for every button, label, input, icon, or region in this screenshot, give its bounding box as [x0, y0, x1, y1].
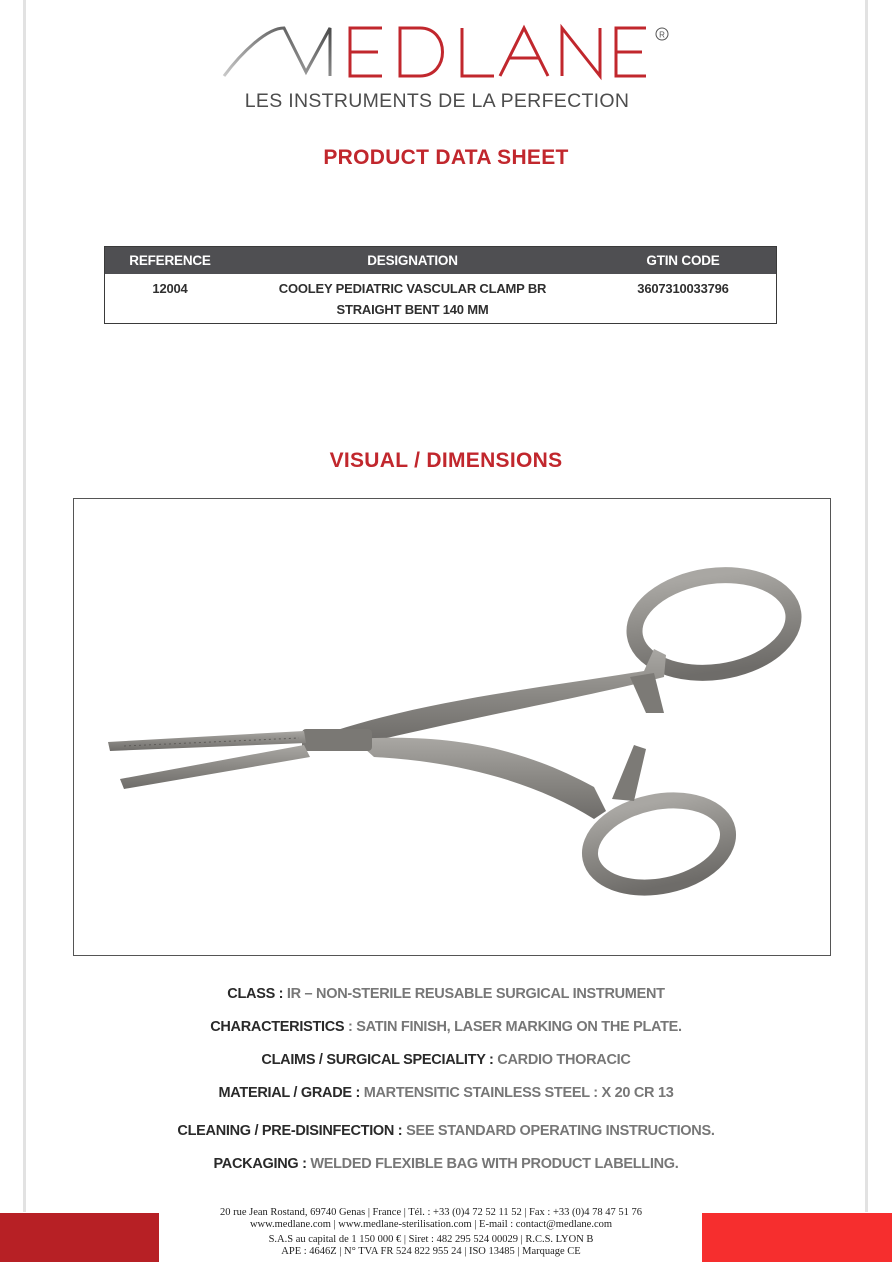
- footer-accent-left: [0, 1213, 159, 1262]
- footer-accent-right: [702, 1213, 892, 1262]
- header-designation: DESIGNATION: [235, 247, 590, 275]
- footer-address: 20 rue Jean Rostand, 69740 Genas | France | Tél. : +33 (0)4 72 52 11 52 | Fax : +33 (0)4 78 47 51 76: [219, 1207, 643, 1218]
- spec-label: MATERIAL / GRADE :: [218, 1085, 360, 1101]
- footer-registration: APE : 4646Z | N° TVA FR 524 822 955 24 | ISO 13485 | Marquage CE: [281, 1246, 581, 1257]
- spec-label: CLASS :: [227, 986, 284, 1002]
- header-reference: REFERENCE: [105, 247, 236, 275]
- table-row: [105, 274, 777, 324]
- medlane-wordmark: [222, 22, 672, 86]
- visual-dimensions-title: VISUAL / DIMENSIONS: [329, 449, 563, 472]
- reference-table: [104, 246, 777, 324]
- spec-claims: [0, 1052, 892, 1068]
- spec-label: CLEANING / PRE-DISINFECTION :: [177, 1123, 403, 1139]
- cell-gtin: 3607310033796: [637, 281, 729, 296]
- spec-value: MARTENSITIC STAINLESS STEEL : X 20 CR 13: [360, 1085, 674, 1101]
- brand-tagline: LES INSTRUMENTS DE LA PERFECTION: [244, 90, 630, 112]
- product-image-frame: [73, 498, 831, 956]
- header-gtin: GTIN CODE: [590, 247, 777, 275]
- spec-value: SEE STANDARD OPERATING INSTRUCTIONS.: [402, 1123, 715, 1139]
- spec-value: CARDIO THORACIC: [493, 1052, 631, 1068]
- footer-company-info: S.A.S au capital de 1 150 000 € | Siret : 482 295 524 00029 | R.C.S. LYON B: [268, 1234, 594, 1245]
- cell-reference: 12004: [152, 281, 188, 296]
- spec-label: CLAIMS / SURGICAL SPECIALITY :: [261, 1052, 494, 1068]
- spec-value: IR – NON-STERILE REUSABLE SURGICAL INSTRUMENT: [283, 986, 665, 1002]
- spec-cleaning: [0, 1123, 892, 1139]
- footer-websites: www.medlane.com | www.medlane-sterilisation.com | E-mail : contact@medlane.com: [249, 1219, 613, 1230]
- svg-text:R: R: [659, 30, 665, 40]
- product-data-sheet-title: PRODUCT DATA SHEET: [323, 146, 569, 169]
- spec-material: [0, 1085, 892, 1101]
- surgical-clamp-image: [74, 499, 830, 955]
- table-header-row: [105, 247, 777, 275]
- cell-designation: COOLEY PEDIATRIC VASCULAR CLAMP BR STRAIGHT BENT 140 MM: [278, 281, 547, 317]
- spec-packaging: [0, 1156, 892, 1172]
- spec-value: : SATIN FINISH, LASER MARKING ON THE PLATE.: [344, 1019, 682, 1035]
- spec-value: WELDED FLEXIBLE BAG WITH PRODUCT LABELLING.: [306, 1156, 679, 1172]
- spec-label: CHARACTERISTICS: [210, 1019, 345, 1035]
- medlane-logo: [222, 22, 672, 114]
- spec-characteristics: [0, 1019, 892, 1035]
- spec-class: [0, 986, 892, 1002]
- spec-label: PACKAGING :: [213, 1156, 307, 1172]
